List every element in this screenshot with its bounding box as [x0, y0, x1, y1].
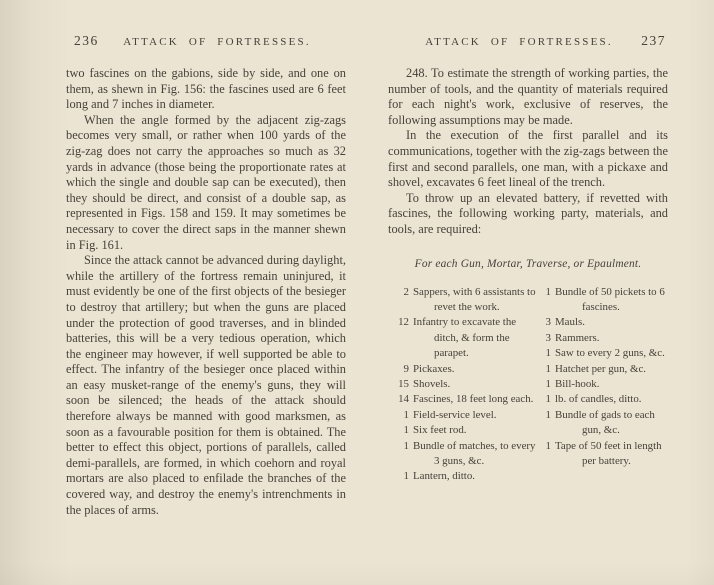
equipment-column-right — [542, 285, 668, 485]
equipment-item — [542, 392, 668, 407]
item-quantity: 1 — [545, 377, 551, 390]
equipment-item — [394, 423, 542, 438]
item-text: Rammers. — [555, 331, 600, 344]
item-quantity: 1 — [403, 470, 409, 483]
equipment-item — [542, 285, 668, 316]
equipment-item — [394, 392, 542, 407]
item-quantity: 1 — [403, 424, 409, 437]
item-text: Shovels. — [413, 377, 451, 390]
right-page-body — [388, 66, 668, 238]
item-text: lb. of candles, ditto. — [555, 393, 642, 406]
item-text: Infantry to excavate the ditch, & form the parapet. — [413, 316, 517, 360]
equipment-item — [542, 439, 668, 470]
item-text: Mauls. — [555, 316, 585, 329]
paragraph: Since the attack cannot be advanced during daylight, while the artillery of the fortress remain uninjured, it must evidently be one of the first objects of the besieger to destroy that artillery; but when the guns are placed under the protection of good traverses, and in blinded batteries, this will be a very tedious operation, which the engineer may however, if well supported be able to effect. The infantry of the besieger once placed within an easy musket-range of the enemy's guns, they will soon be silenced; the heads of the attack should therefore always be manned with good marksmen, as soon as a favourable position for them is obtained. The better to effect this object, portions of parallels, called demi-parallels, are formed, in which coehorn and royal mortars are also placed to enfilade the branches of the covered way, and destroy the enemy's intrenchments in the places of arms. — [66, 253, 346, 517]
equipment-item — [394, 439, 542, 470]
equipment-item — [394, 377, 542, 392]
item-quantity: 1 — [545, 285, 551, 298]
equipment-item — [542, 346, 668, 361]
equipment-item — [394, 469, 542, 484]
equipment-item — [394, 408, 542, 423]
item-quantity: 1 — [545, 408, 551, 421]
equipment-item — [542, 315, 668, 330]
item-text: Six feet rod. — [413, 424, 467, 437]
left-page-number: 236 — [74, 33, 99, 48]
item-quantity: 3 — [545, 316, 551, 329]
item-quantity: 1 — [545, 362, 551, 375]
right-running-head: ATTACK OF FORTRESSES. — [425, 36, 613, 48]
left-page-body — [66, 66, 346, 518]
item-text: Tape of 50 feet in length per battery. — [555, 439, 662, 467]
item-quantity: 1 — [545, 347, 551, 360]
equipment-item — [394, 315, 542, 361]
equipment-item — [394, 285, 542, 316]
right-page-header — [388, 33, 668, 66]
equipment-list — [388, 285, 668, 485]
item-quantity: 1 — [403, 408, 409, 421]
item-text: Pickaxes. — [413, 362, 455, 375]
item-quantity: 14 — [398, 393, 409, 406]
paragraph: When the angle formed by the adjacent zig-zags becomes very small, or rather when 100 yards of the zig-zag does not carry the approaches so much as 32 yards in advance (those being the proportionate rates at which the single and double sap can be executed), then they should be direct, and consist of a double sap, as represented in Figs. 158 and 159. It may sometimes be necessary to cover the direct saps in the manner shewn in Fig. 161. — [66, 112, 346, 252]
equipment-item — [542, 331, 668, 346]
equipment-item — [394, 362, 542, 377]
item-text: Hatchet per gun, &c. — [555, 362, 647, 375]
paragraph: 248. To estimate the strength of working parties, the number of tools, and the quantity of materials required for each night's work, exclusive of reserves, the following assumptions may be made. — [388, 66, 668, 127]
right-page-number: 237 — [641, 33, 666, 48]
item-text: Field-service level. — [413, 408, 497, 421]
equipment-item — [542, 377, 668, 392]
item-quantity: 15 — [398, 377, 409, 390]
item-quantity: 9 — [403, 362, 409, 375]
item-quantity: 2 — [403, 285, 409, 298]
item-quantity: 1 — [545, 439, 551, 452]
item-quantity: 1 — [403, 439, 409, 452]
item-text: Sappers, with 6 assistants to revet the work. — [413, 285, 536, 313]
item-text: Bill-hook. — [555, 377, 600, 390]
equipment-column-left — [394, 285, 542, 485]
left-page-header — [66, 33, 346, 66]
equipment-item — [542, 362, 668, 377]
item-text: Lantern, ditto. — [413, 470, 475, 483]
left-running-head: ATTACK OF FORTRESSES. — [123, 36, 311, 48]
paragraph: two fascines on the gabions, side by side, and one on them, as shewn in Fig. 156: the fascines used are 6 feet long and 7 inches in diameter. — [66, 66, 346, 112]
equipment-list-caption: For each Gun, Mortar, Traverse, or Epaulment. — [414, 257, 642, 270]
left-page — [66, 33, 346, 518]
item-text: Fascines, 18 feet long each. — [413, 393, 534, 406]
item-text: Bundle of matches, to every 3 guns, &c. — [413, 439, 536, 467]
paragraph: To throw up an elevated battery, if revetted with fascines, the following working party, materials, and tools, are required: — [388, 190, 668, 236]
paragraph: In the execution of the first parallel and its communications, together with the zig-zags between the first and second parallels, one man, with a pickaxe and shovel, excavates 6 feet lineal of the trench. — [388, 128, 668, 190]
right-page — [388, 33, 668, 485]
item-text: Saw to every 2 guns, &c. — [555, 347, 665, 360]
item-quantity: 3 — [545, 331, 551, 344]
item-text: Bundle of 50 pickets to 6 fascines. — [555, 285, 665, 313]
item-quantity: 12 — [398, 316, 409, 329]
item-text: Bundle of gads to each gun, &c. — [555, 408, 655, 437]
item-quantity: 1 — [545, 393, 551, 406]
equipment-item — [542, 408, 668, 439]
